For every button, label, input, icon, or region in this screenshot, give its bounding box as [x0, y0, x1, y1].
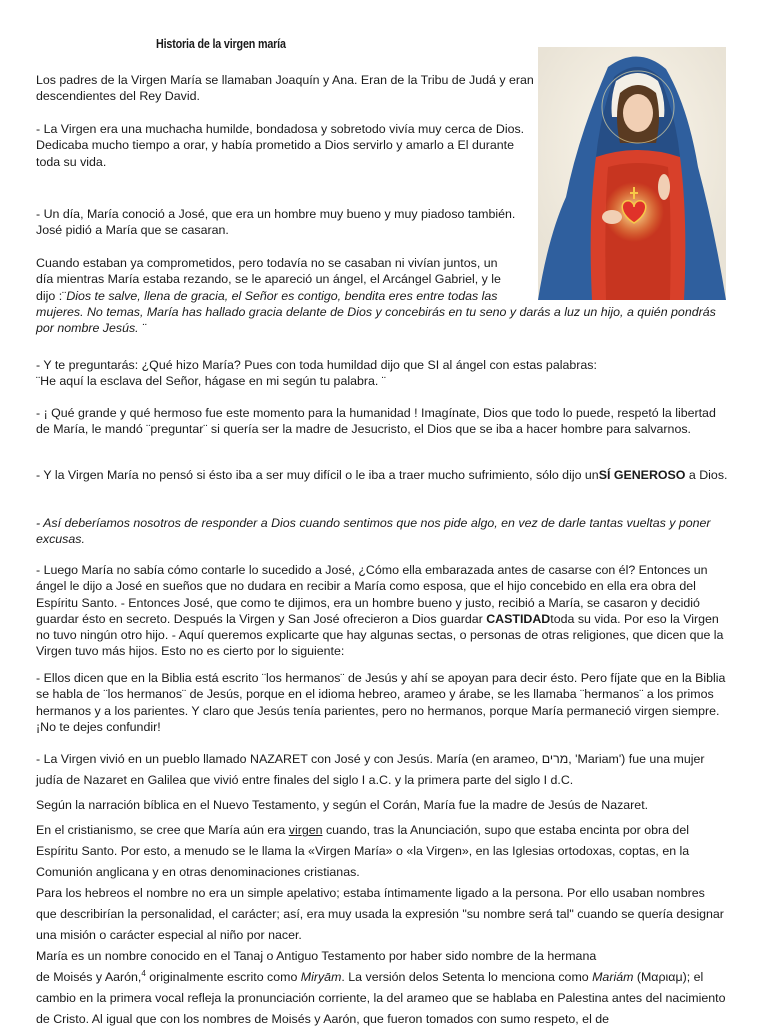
quote-open: dijo :¨: [36, 288, 67, 303]
angel-greeting-rest: mujeres. No temas, María has hallado gracia delante de Dios y concebirás en tu seno y darás a luz un hijo, a quién pondrás por nombre Jesús. ¨: [36, 304, 716, 336]
paragraph-text: - ¡ Qué grande y qué hermoso fue este momento para la humanidad ! Imagínate, Dios que todo lo puede, respetó la libertad de María, le mandó ¨preguntar¨ si quería ser la madre de Jesucristo, el Dios que se iba a hacer hombre para salvarnos.: [36, 406, 716, 437]
paragraph-hebrew-names: [36, 883, 728, 946]
text-run: toda su vida. Por eso la Virgen no tuvo ningún otro hijo. - Aquí queremos explicarte que hay algunas sectas, o personas de otras religiones, que dicen que la Virgen tuvo más hijos. Esto no es cierto por lo siguiente:: [36, 611, 724, 659]
paragraph-nazareth: [36, 749, 728, 791]
paragraph-mary-answer: [36, 357, 728, 390]
footnote-ref[interactable]: 4: [141, 968, 146, 978]
paragraph-joseph-dream: [36, 562, 728, 660]
text-run: . La versión delos Setenta lo menciona como: [341, 970, 593, 984]
paragraph-generous-yes: [36, 467, 728, 483]
paragraph-joseph: [36, 206, 534, 239]
text-run: En el cristianismo, se cree que María aún era: [36, 823, 289, 837]
paragraph-text: [36, 967, 728, 1030]
paragraph-text: - Así deberíamos nosotros de responder a Dios cuando sentimos que nos pide algo, en vez de darle tantas vueltas y poner excusas.: [36, 516, 711, 547]
paragraph-text: Dedicaba mucho tiempo a orar, y había prometido a Dios servirlo y amarlo a El durante toda su vida.: [36, 138, 514, 169]
paragraph-text: [36, 562, 728, 660]
italic-term: Miryām: [300, 970, 342, 984]
text-run: de Moisés y Aarón,: [36, 970, 142, 984]
text-run: (Μαριαμ); el cambio en la primera vocal refleja la pronunciación corriente, la del arameo que se hablaba en Palestina antes del nacimiento de Cristo. Al igual que con los nombres de Moisés y Aarón, que fueron tomados con sumo respeto, el de: [36, 970, 726, 1026]
paragraph-brothers: [36, 670, 728, 735]
paragraph-text: - Y te preguntarás: ¿Qué hizo María? Pues con toda humildad dijo que SI al ángel con estas palabras:: [36, 358, 597, 372]
bold-text: CASTIDAD: [486, 611, 551, 626]
paragraph-text: Para los hebreos el nombre no era un simple apelativo; estaba íntimamente ligado a la persona. Por ello usaban nombres que describirían la personalidad, el carácter; así, era muy usada la expresión "su nombre será tal" cuando se quería designar una misión o carácter especial al niño por nacer.: [36, 886, 724, 942]
paragraph-text: - La Virgen vivió en un pueblo llamado NAZARET con José y con Jesús. María (en arameo, מרים, 'Mariam') fue una mujer judía de Nazaret en Galilea que vivió entre finales del siglo I a.C. y la primera parte del siglo I d.C.: [36, 752, 705, 787]
paragraph-text: - Un día, María conoció a José, que era un hombre muy bueno y muy piadoso también. José pidió a María que se casaran.: [36, 207, 516, 238]
paragraph-text: - Ellos dicen que en la Biblia está escrito ¨los hermanos¨ de Jesús y ahí se apoyan para decir ésto. Pero fíjate que en la Biblia se habla de ¨los hermanos¨ de Jesús, porque en el idioma hebreo, arameo y árabe, se les llamaba ¨hermanos¨ a los primos hermanos y a los parientes. Y claro que Jesús tenía parientes, pero no hermanos, porque María permaneció virgen siempre. ¡No te dejes confundir!: [36, 671, 726, 734]
paragraph-line: día mientras María estaba rezando, se le apareció un ángel, el Arcángel Gabriel, y le: [36, 272, 501, 287]
text-run: - Y la Virgen María no pensó si ésto iba a ser muy difícil o le iba a traer mucho sufrimiento, sólo dijo un: [36, 468, 599, 482]
paragraph-reflection: [36, 515, 728, 548]
italic-term: Mariám: [592, 970, 634, 984]
paragraph-line: [36, 288, 728, 304]
paragraph-narration: [36, 797, 728, 813]
text-run: originalmente escrito como: [145, 970, 301, 984]
paragraph-text: Según la narración bíblica en el Nuevo Testamento, y según el Corán, María fue la madre de Jesús de Nazaret.: [36, 798, 649, 812]
paragraph-christianity: [36, 820, 728, 883]
text-run: cuando, tras la Anunciación, supo que estaba encinta por obra del Espíritu Santo. Por esto, a menudo se le llama la «Virgen María» o «la Virgen», en las Iglesias ortodoxas, coptas, en la Comunión anglicana y en otras denominaciones cristianas.: [36, 823, 690, 879]
angel-greeting: Dios te salve, llena de gracia, el Señor es contigo, bendita eres entre todas las: [66, 288, 498, 303]
paragraph-text: ¨He aquí la esclava del Señor, hágase en mi según tu palabra. ¨: [36, 374, 386, 389]
paragraph-humble: [36, 121, 534, 170]
paragraph-text: [36, 467, 728, 483]
document-title: Historia de la virgen maría: [156, 37, 286, 51]
paragraph-line: María es un nombre conocido en el Tanaj o Antiguo Testamento por haber sido nombre de la hermana: [36, 949, 597, 963]
paragraph-line: Cuando estaban ya comprometidos, pero todavía no se casaban ni vivían juntos, un: [36, 256, 498, 270]
paragraph-text: - La Virgen era una muchacha humilde, bondadosa y sobretodo vivía muy cerca de Dios.: [36, 122, 525, 136]
virgen-link[interactable]: virgen: [288, 823, 323, 837]
paragraph-text: [36, 820, 728, 883]
text-run: a Dios.: [685, 468, 728, 482]
bold-text: SÍ GENEROSO: [598, 468, 686, 482]
paragraph-parents: [36, 72, 534, 105]
paragraph-name-maria: [36, 946, 728, 1030]
paragraph-annunciation: [36, 255, 728, 336]
paragraph-great-moment: [36, 405, 728, 438]
text-run: - Luego María no sabía cómo contarle lo sucedido a José, ¿Cómo ella embarazada antes de casarse con él? Entonces un ángel le dijo a José en sueños que no dudara en recibir a María como esposa, que el hijo concebido en ella era obra del Espíritu Santo. - Entonces José, que como te dijimos, era un hombre bueno y justo, recibió a María, se casaron y decidió guardar ésto en secreto. Después la Virgen y San José ofrecieron a Dios guardar: [36, 563, 708, 626]
paragraph-text: Los padres de la Virgen María se llamaban Joaquín y Ana. Eran de la Tribu de Judá y eran descendientes del Rey David.: [36, 73, 534, 104]
